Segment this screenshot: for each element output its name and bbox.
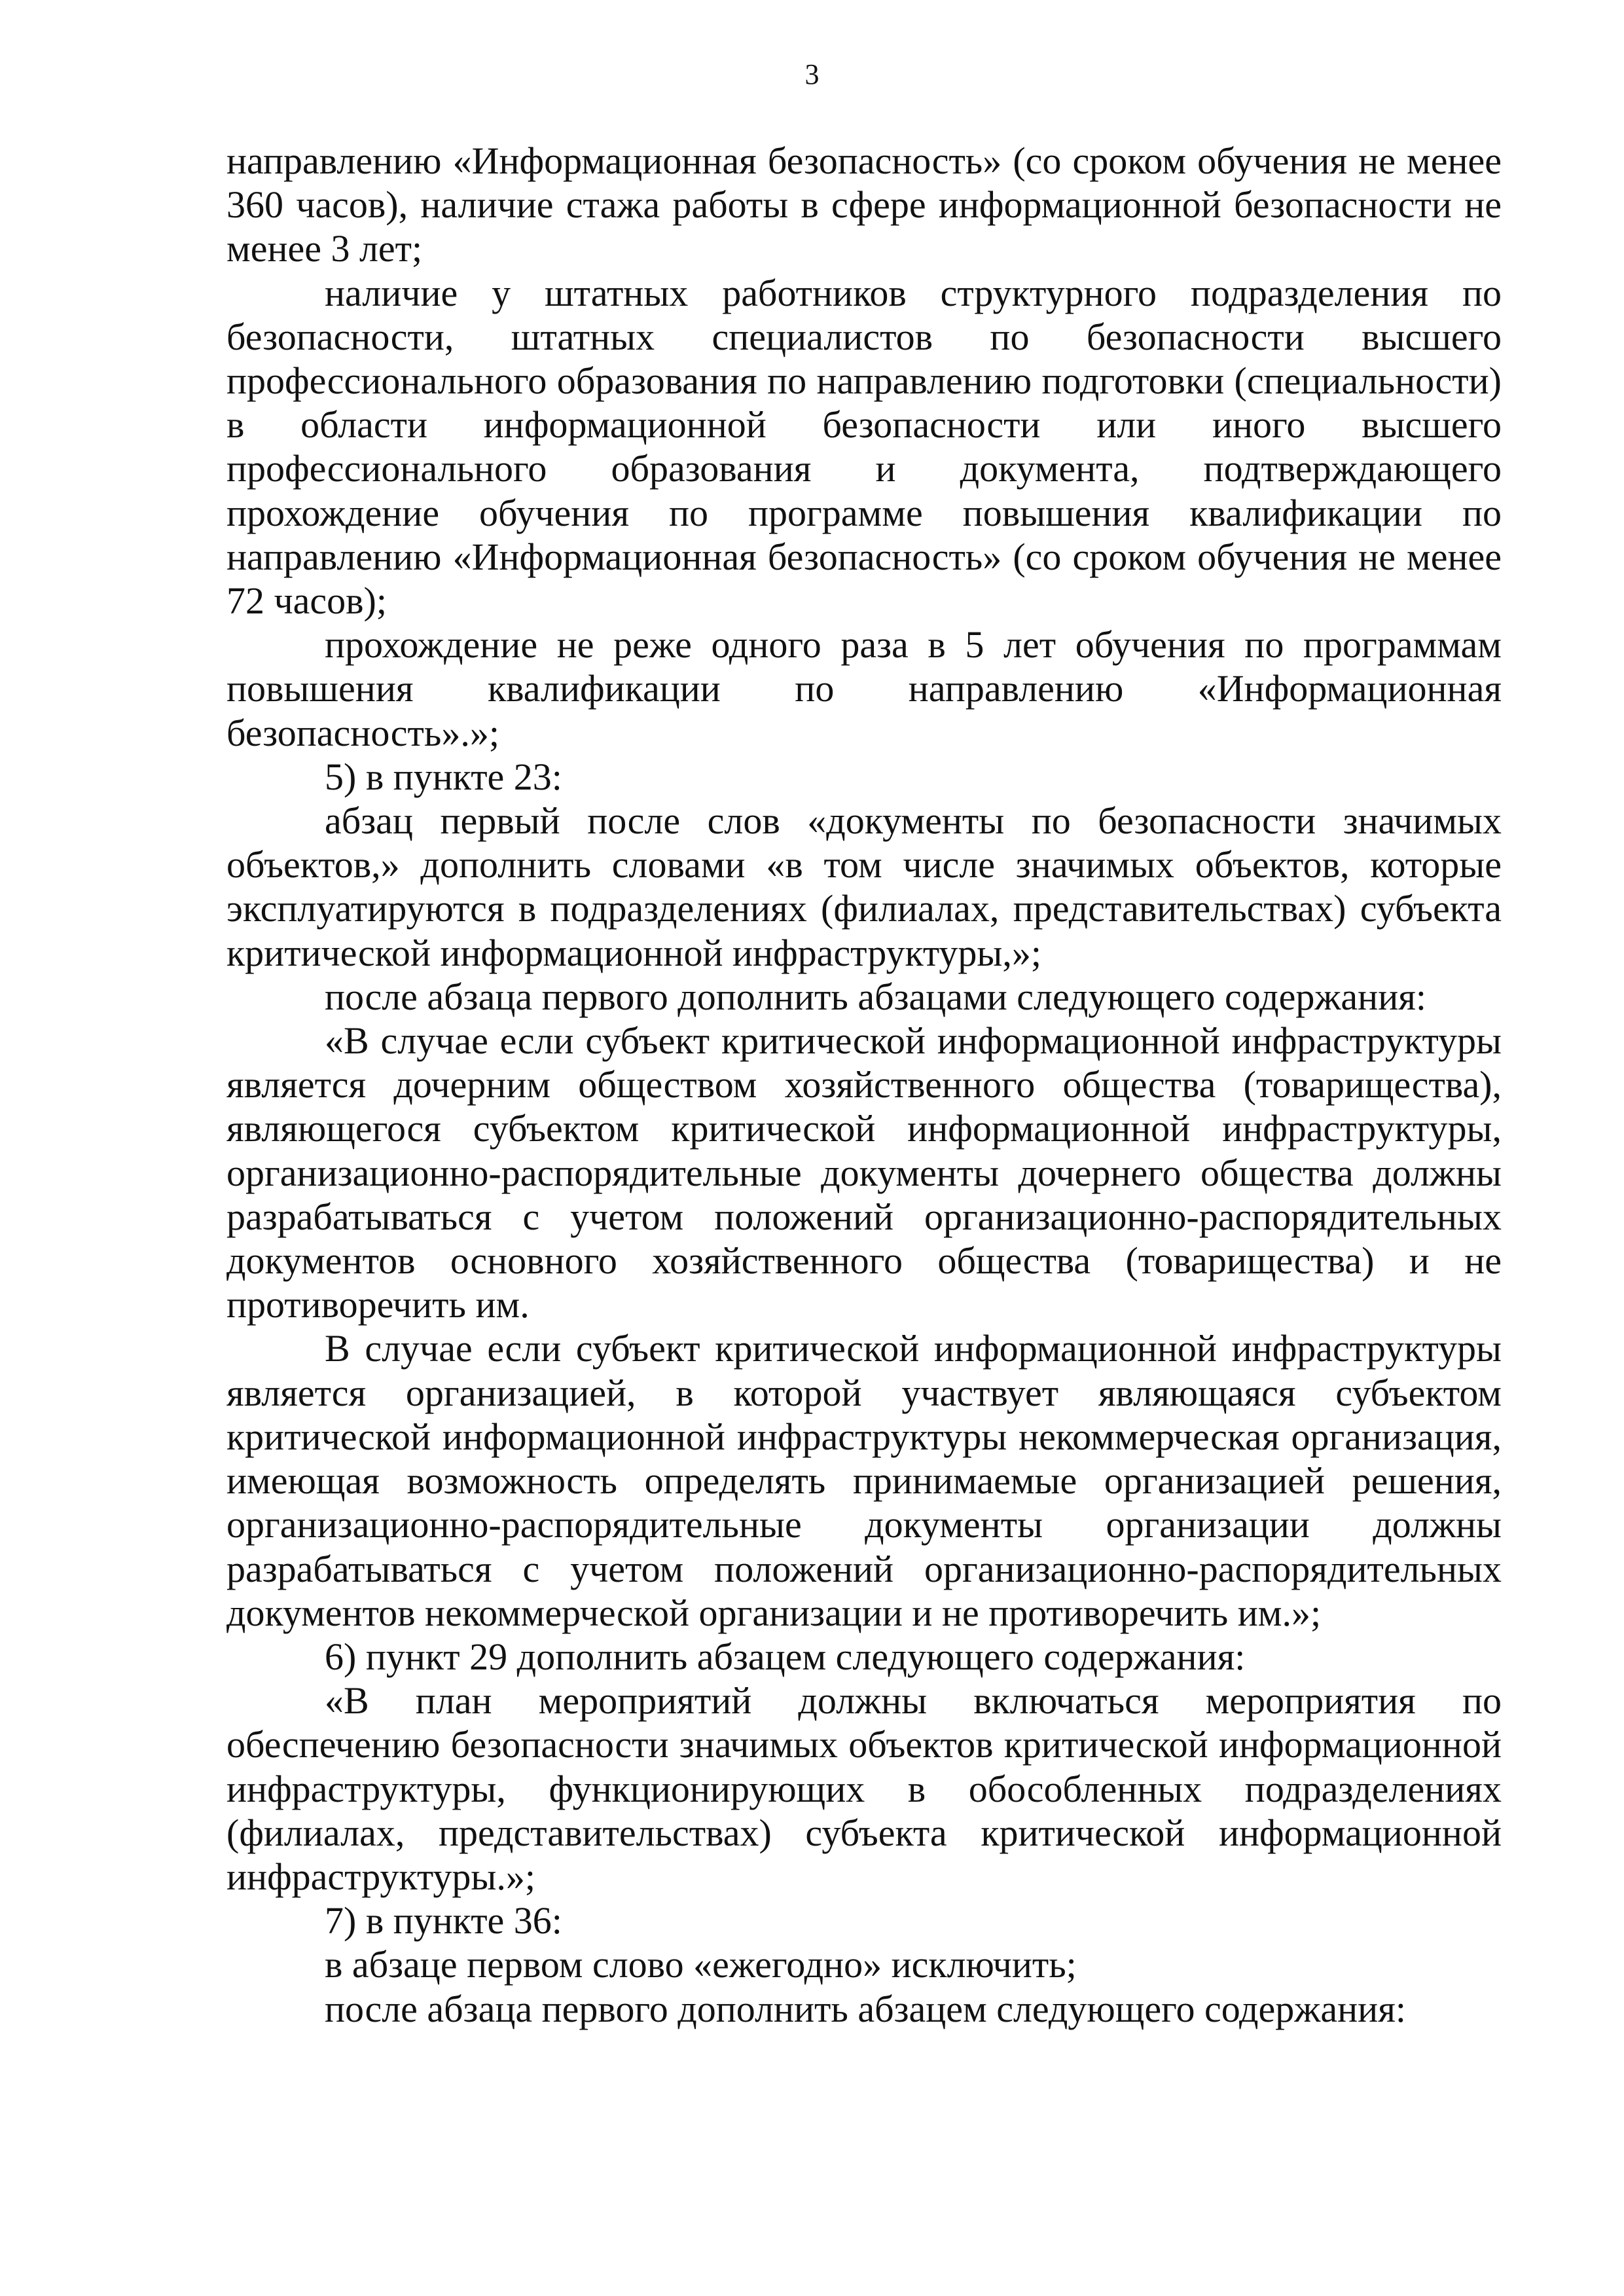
paragraph-plan-measures: «В план мероприятий должны включаться мероприятия по обеспечению безопасности значимых объектов критической информационной инфраструктуры, функционирующих в обособленных подразделениях (филиалах, представительствах) субъекта критической информационной инфраструктуры.»;	[226, 1679, 1502, 1898]
paragraph-first-abzac-amendment: абзац первый после слов «документы по безопасности значимых объектов,» дополнить словами «в том числе значимых объектов, которые эксплуатируются в подразделениях (филиалах, представительствах) субъекта критической информационной инфраструктуры,»;	[226, 799, 1502, 974]
paragraph-staff-requirements: наличие у штатных работников структурного подразделения по безопасности, штатных специалистов по безопасности высшего профессионального образования по направлению подготовки (специальности) в области информационной безопасности или иного высшего профессионального образования и документа, подтверждающего прохождение обучения по программе повышения квалификации по направлению «Информационная безопасность» (со сроком обучения не менее 72 часов);	[226, 271, 1502, 623]
paragraph-add-abzac: после абзаца первого дополнить абзацем следующего содержания:	[325, 1987, 1406, 2030]
paragraph-item-6: 6) пункт 29 дополнить абзацем следующего содержания:	[325, 1635, 1246, 1678]
paragraph-item-7: 7) в пункте 36:	[325, 1899, 562, 1942]
paragraph-subsidiary-case: «В случае если субъект критической информационной инфраструктуры является дочерним обществом хозяйственного общества (товарищества), являющегося субъектом критической информационной инфраструктуры, организационно-распорядительные документы дочернего общества должны разрабатываться с учетом положений организационно-распорядительных документов основного хозяйственного общества (товарищества) и не противоречить им.	[226, 1019, 1502, 1326]
paragraph-training-frequency: прохождение не реже одного раза в 5 лет обучения по программам повышения квалификации по направлению «Информационная безопасность».»;	[226, 623, 1502, 754]
paragraph-add-abzacy: после абзаца первого дополнить абзацами следующего содержания:	[325, 975, 1427, 1018]
paragraph-continuation: направлению «Информационная безопасность» (со сроком обучения не менее 360 часов), наличие стажа работы в сфере информационной безопасности не менее 3 лет;	[226, 139, 1502, 270]
page-number: 3	[804, 58, 820, 90]
paragraph-item-5: 5) в пункте 23:	[325, 755, 562, 798]
paragraph-noncommercial-case: В случае если субъект критической информационной инфраструктуры является организацией, в которой участвует являющаяся субъектом критической информационной инфраструктуры некоммерческая организация, имеющая возможность определять принимаемые организацией решения, организационно-распорядительные документы организации должны разрабатываться с учетом положений организационно-распорядительных документов некоммерческой организации и не противоречить им.»;	[226, 1327, 1502, 1634]
document-body	[226, 139, 1502, 2031]
paragraph-remove-annually: в абзаце первом слово «ежегодно» исключить;	[325, 1943, 1077, 1986]
